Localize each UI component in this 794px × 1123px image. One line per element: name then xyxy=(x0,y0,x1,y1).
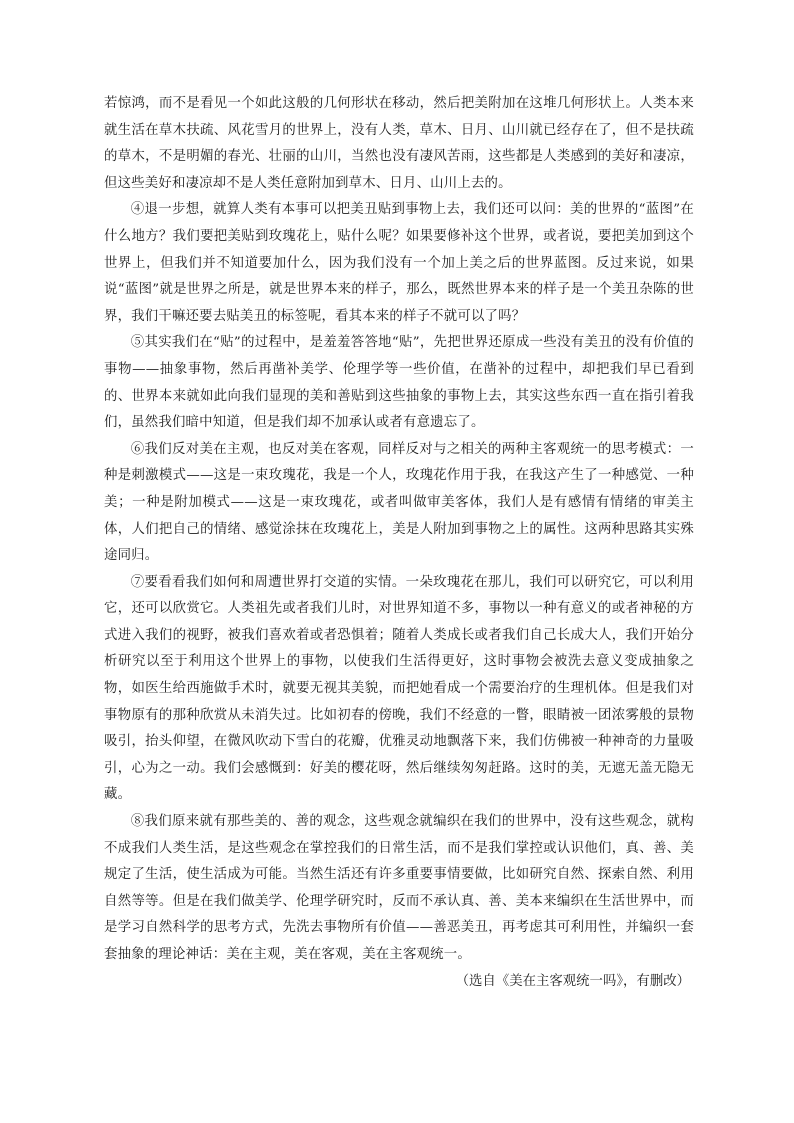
paragraph-5: ⑤其实我们在“贴”的过程中，是羞羞答答地“贴”，先把世界还原成一些没有美丑的没有价值的事物——抽象事物，然后再凿补美学、伦理学等一些价值，在凿补的过程中，却把我们早已看到的、世界本来就如此向我们显现的美和善贴到这些抽象的事物上去，其实这些东西一直在指引着我们，虽然我们暗中知道，但是我们却不加承认或者有意遗忘了。 xyxy=(104,335,694,431)
paragraph-8: ⑧我们原来就有那些美的、善的观念，这些观念就编织在我们的世界中，没有这些观念，就构不成我们人类生活，是这些观念在掌控我们的日常生活，而不是我们掌控或认识他们，真、善、美规定了生活，使生活成为可能。当然生活还有许多重要事情要做，比如研究自然、探索自然、利用自然等等。但是在我们做美学、伦理学研究时，反而不承认真、善、美本来编织在生活世界中，而是学习自然科学的思考方式，先洗去事物所有价值——善恶美丑，再考虑其可利用性，并编织一套套抽象的理论神话：美在主观，美在客观，美在主客观统一。 xyxy=(104,814,694,962)
article-body xyxy=(104,91,694,995)
source-citation: （选自《美在主客观统一吗》，有删改） xyxy=(455,973,690,989)
paragraph-7: ⑦要看看我们如何和周遭世界打交道的实情。一朵玫瑰花在那儿，我们可以研究它，可以利用它，还可以欣赏它。人类祖先或者我们儿时，对世界知道不多，事物以一种有意义的或者神秘的方式进入我们的视野，被我们喜欢着或者恐惧着；随着人类成长或者我们自己长成大人，我们开始分析研究以至于利用这个世界上的事物，以使我们生活得更好，这时事物会被洗去意义变成抽象之物，如医生给西施做手术时，就要无视其美貌，而把她看成一个需要治疗的生理机体。但是我们对事物原有的那种欣赏从未消失过。比如初春的傍晚，我们不经意的一瞥，眼睛被一团浓雾般的景物吸引，抬头仰望，在微风吹动下雪白的花瓣，优雅灵动地飘落下来，我们仿佛被一种神奇的力量吸引，心为之一动。我们会感慨到：好美的樱花呀，然后继续匆匆赶路。这时的美，无遮无盖无隐无藏。 xyxy=(104,574,694,803)
paragraph-continued: 若惊鸿，而不是看见一个如此这般的几何形状在移动，然后把美附加在这堆几何形状上。人类本来就生活在草木扶疏、风花雪月的世界上，没有人类，草木、日月、山川就已经存在了，但不是扶疏的草木，不是明媚的春光、壮丽的山川，当然也没有凄风苦雨，这些都是人类感到的美好和凄凉，但这些美好和凄凉却不是人类任意附加到草木、日月、山川上去的。 xyxy=(104,96,694,191)
paragraph-6: ⑥我们反对美在主观，也反对美在客观，同样反对与之相关的两种主客观统一的思考模式：一种是刺激模式——这是一束玫瑰花，我是一个人，玫瑰花作用于我，在我这产生了一种感觉、一种美；一种是附加模式——这是一束玫瑰花，或者叫做审美客体，我们人是有感情有情绪的审美主体，人们把自己的情绪、感觉涂抹在玫瑰花上，美是人附加到事物之上的属性。这两种思路其实殊途同归。 xyxy=(104,441,694,564)
paragraph-4: ④退一步想，就算人类有本事可以把美丑贴到事物上去，我们还可以问：美的世界的“蓝图”在什么地方？我们要把美贴到玫瑰花上，贴什么呢？如果要修补这个世界，或者说，要把美加到这个世界上，但我们并不知道要加什么，因为我们没有一个加上美之后的世界蓝图。反过来说，如果说“蓝图”就是世界之所是，就是世界本来的样子，那么，既然世界本来的样子是一个美丑杂陈的世界，我们干嘛还要去贴美丑的标签呢，看其本来的样子不就可以了吗？ xyxy=(104,202,694,324)
